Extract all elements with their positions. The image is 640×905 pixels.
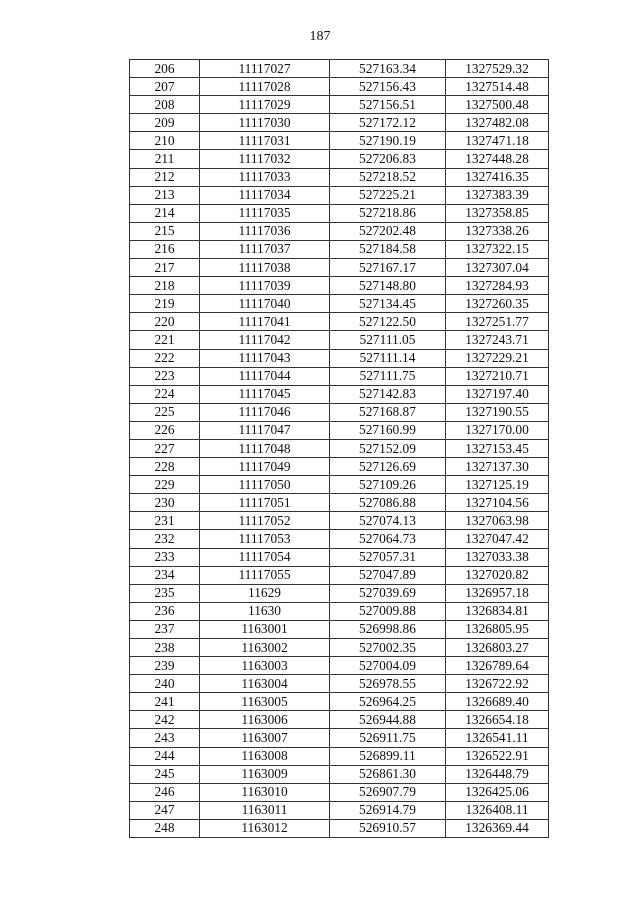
x-coordinate-cell: 527184.58 <box>330 240 446 258</box>
table-row <box>130 259 549 277</box>
y-coordinate-cell: 1327307.04 <box>446 259 549 277</box>
x-coordinate-cell: 527225.21 <box>330 186 446 204</box>
y-coordinate-cell: 1327170.00 <box>446 421 549 439</box>
point-id-cell: 1163009 <box>200 765 330 783</box>
y-coordinate-cell: 1327383.39 <box>446 186 549 204</box>
point-id-cell: 11117047 <box>200 421 330 439</box>
point-id-cell: 1163002 <box>200 639 330 657</box>
y-coordinate-cell: 1327500.48 <box>446 96 549 114</box>
y-coordinate-cell: 1327229.21 <box>446 349 549 367</box>
point-id-cell: 1163008 <box>200 747 330 765</box>
point-id-cell: 11117027 <box>200 60 330 78</box>
point-id-cell: 11117050 <box>200 476 330 494</box>
point-id-cell: 11630 <box>200 602 330 620</box>
table-row <box>130 439 549 457</box>
table-row <box>130 222 549 240</box>
point-id-cell: 11117045 <box>200 385 330 403</box>
table-row <box>130 801 549 819</box>
y-coordinate-cell: 1326789.64 <box>446 657 549 675</box>
y-coordinate-cell: 1327514.48 <box>446 78 549 96</box>
y-coordinate-cell: 1327448.28 <box>446 150 549 168</box>
point-id-cell: 11117036 <box>200 222 330 240</box>
y-coordinate-cell: 1327529.32 <box>446 60 549 78</box>
table-row <box>130 403 549 421</box>
y-coordinate-cell: 1326834.81 <box>446 602 549 620</box>
row-number-cell: 242 <box>130 711 200 729</box>
x-coordinate-cell: 527064.73 <box>330 530 446 548</box>
table-row <box>130 476 549 494</box>
x-coordinate-cell: 526914.79 <box>330 801 446 819</box>
table-body <box>130 60 549 838</box>
x-coordinate-cell: 526911.75 <box>330 729 446 747</box>
point-id-cell: 11117029 <box>200 96 330 114</box>
row-number-cell: 232 <box>130 530 200 548</box>
table-row <box>130 421 549 439</box>
row-number-cell: 233 <box>130 548 200 566</box>
point-id-cell: 11117055 <box>200 566 330 584</box>
table-row <box>130 747 549 765</box>
point-id-cell: 11117039 <box>200 277 330 295</box>
table-row <box>130 783 549 801</box>
x-coordinate-cell: 527004.09 <box>330 657 446 675</box>
x-coordinate-cell: 527156.51 <box>330 96 446 114</box>
x-coordinate-cell: 526910.57 <box>330 819 446 837</box>
y-coordinate-cell: 1327322.15 <box>446 240 549 258</box>
y-coordinate-cell: 1326541.11 <box>446 729 549 747</box>
table-row <box>130 60 549 78</box>
point-id-cell: 11117041 <box>200 313 330 331</box>
y-coordinate-cell: 1327471.18 <box>446 132 549 150</box>
point-id-cell: 11117028 <box>200 78 330 96</box>
x-coordinate-cell: 527218.52 <box>330 168 446 186</box>
table-row <box>130 277 549 295</box>
x-coordinate-cell: 527160.99 <box>330 421 446 439</box>
point-id-cell: 1163011 <box>200 801 330 819</box>
x-coordinate-cell: 527148.80 <box>330 277 446 295</box>
row-number-cell: 219 <box>130 295 200 313</box>
table-row <box>130 548 549 566</box>
x-coordinate-cell: 526944.88 <box>330 711 446 729</box>
point-id-cell: 11117053 <box>200 530 330 548</box>
x-coordinate-cell: 527057.31 <box>330 548 446 566</box>
x-coordinate-cell: 527152.09 <box>330 439 446 457</box>
row-number-cell: 222 <box>130 349 200 367</box>
row-number-cell: 246 <box>130 783 200 801</box>
point-id-cell: 11117032 <box>200 150 330 168</box>
row-number-cell: 213 <box>130 186 200 204</box>
row-number-cell: 239 <box>130 657 200 675</box>
point-id-cell: 1163003 <box>200 657 330 675</box>
row-number-cell: 224 <box>130 385 200 403</box>
row-number-cell: 226 <box>130 421 200 439</box>
x-coordinate-cell: 527156.43 <box>330 78 446 96</box>
x-coordinate-cell: 527039.69 <box>330 584 446 602</box>
table-row <box>130 367 549 385</box>
point-id-cell: 1163010 <box>200 783 330 801</box>
point-id-cell: 11117044 <box>200 367 330 385</box>
y-coordinate-cell: 1326689.40 <box>446 693 549 711</box>
table-row <box>130 584 549 602</box>
x-coordinate-cell: 527002.35 <box>330 639 446 657</box>
x-coordinate-cell: 527167.17 <box>330 259 446 277</box>
row-number-cell: 223 <box>130 367 200 385</box>
point-id-cell: 11117033 <box>200 168 330 186</box>
y-coordinate-cell: 1327033.38 <box>446 548 549 566</box>
x-coordinate-cell: 527218.86 <box>330 204 446 222</box>
y-coordinate-cell: 1326803.27 <box>446 639 549 657</box>
table-row <box>130 96 549 114</box>
y-coordinate-cell: 1327137.30 <box>446 458 549 476</box>
table-row <box>130 331 549 349</box>
row-number-cell: 243 <box>130 729 200 747</box>
point-id-cell: 1163007 <box>200 729 330 747</box>
table-row <box>130 168 549 186</box>
row-number-cell: 248 <box>130 819 200 837</box>
x-coordinate-cell: 527202.48 <box>330 222 446 240</box>
y-coordinate-cell: 1326654.18 <box>446 711 549 729</box>
row-number-cell: 247 <box>130 801 200 819</box>
y-coordinate-cell: 1327260.35 <box>446 295 549 313</box>
y-coordinate-cell: 1327020.82 <box>446 566 549 584</box>
table-row <box>130 150 549 168</box>
point-id-cell: 11117040 <box>200 295 330 313</box>
table-row <box>130 313 549 331</box>
row-number-cell: 206 <box>130 60 200 78</box>
row-number-cell: 244 <box>130 747 200 765</box>
y-coordinate-cell: 1326448.79 <box>446 765 549 783</box>
row-number-cell: 215 <box>130 222 200 240</box>
row-number-cell: 228 <box>130 458 200 476</box>
row-number-cell: 214 <box>130 204 200 222</box>
point-id-cell: 11629 <box>200 584 330 602</box>
x-coordinate-cell: 527134.45 <box>330 295 446 313</box>
x-coordinate-cell: 526998.86 <box>330 620 446 638</box>
point-id-cell: 1163006 <box>200 711 330 729</box>
table-row <box>130 639 549 657</box>
table-row <box>130 729 549 747</box>
table-row <box>130 204 549 222</box>
y-coordinate-cell: 1326722.92 <box>446 675 549 693</box>
point-id-cell: 11117043 <box>200 349 330 367</box>
y-coordinate-cell: 1327243.71 <box>446 331 549 349</box>
table-row <box>130 385 549 403</box>
point-id-cell: 1163005 <box>200 693 330 711</box>
y-coordinate-cell: 1327251.77 <box>446 313 549 331</box>
table-row <box>130 675 549 693</box>
x-coordinate-cell: 527142.83 <box>330 385 446 403</box>
point-id-cell: 11117049 <box>200 458 330 476</box>
table-row <box>130 295 549 313</box>
table-row <box>130 458 549 476</box>
x-coordinate-cell: 527111.05 <box>330 331 446 349</box>
y-coordinate-cell: 1327197.40 <box>446 385 549 403</box>
point-id-cell: 11117031 <box>200 132 330 150</box>
row-number-cell: 211 <box>130 150 200 168</box>
y-coordinate-cell: 1327125.19 <box>446 476 549 494</box>
table-row <box>130 819 549 837</box>
table-row <box>130 114 549 132</box>
row-number-cell: 236 <box>130 602 200 620</box>
y-coordinate-cell: 1326408.11 <box>446 801 549 819</box>
row-number-cell: 212 <box>130 168 200 186</box>
row-number-cell: 237 <box>130 620 200 638</box>
table-row <box>130 240 549 258</box>
row-number-cell: 221 <box>130 331 200 349</box>
y-coordinate-cell: 1327358.85 <box>446 204 549 222</box>
x-coordinate-cell: 527074.13 <box>330 512 446 530</box>
point-id-cell: 11117042 <box>200 331 330 349</box>
x-coordinate-cell: 526861.30 <box>330 765 446 783</box>
x-coordinate-cell: 527163.34 <box>330 60 446 78</box>
y-coordinate-cell: 1326425.06 <box>446 783 549 801</box>
table-row <box>130 620 549 638</box>
x-coordinate-cell: 527122.50 <box>330 313 446 331</box>
row-number-cell: 218 <box>130 277 200 295</box>
x-coordinate-cell: 526964.25 <box>330 693 446 711</box>
y-coordinate-cell: 1326369.44 <box>446 819 549 837</box>
x-coordinate-cell: 527111.14 <box>330 349 446 367</box>
table-row <box>130 693 549 711</box>
y-coordinate-cell: 1327190.55 <box>446 403 549 421</box>
row-number-cell: 231 <box>130 512 200 530</box>
x-coordinate-cell: 527126.69 <box>330 458 446 476</box>
row-number-cell: 207 <box>130 78 200 96</box>
row-number-cell: 229 <box>130 476 200 494</box>
x-coordinate-cell: 526978.55 <box>330 675 446 693</box>
point-id-cell: 11117051 <box>200 494 330 512</box>
y-coordinate-cell: 1327153.45 <box>446 439 549 457</box>
row-number-cell: 240 <box>130 675 200 693</box>
coordinates-table <box>129 59 549 838</box>
row-number-cell: 230 <box>130 494 200 512</box>
table-row <box>130 530 549 548</box>
point-id-cell: 11117038 <box>200 259 330 277</box>
y-coordinate-cell: 1326957.18 <box>446 584 549 602</box>
y-coordinate-cell: 1327063.98 <box>446 512 549 530</box>
point-id-cell: 11117054 <box>200 548 330 566</box>
table-row <box>130 657 549 675</box>
row-number-cell: 210 <box>130 132 200 150</box>
x-coordinate-cell: 527009.88 <box>330 602 446 620</box>
table-row <box>130 349 549 367</box>
y-coordinate-cell: 1327338.26 <box>446 222 549 240</box>
x-coordinate-cell: 527206.83 <box>330 150 446 168</box>
point-id-cell: 11117037 <box>200 240 330 258</box>
y-coordinate-cell: 1327210.71 <box>446 367 549 385</box>
x-coordinate-cell: 526899.11 <box>330 747 446 765</box>
y-coordinate-cell: 1326805.95 <box>446 620 549 638</box>
point-id-cell: 11117034 <box>200 186 330 204</box>
x-coordinate-cell: 527168.87 <box>330 403 446 421</box>
x-coordinate-cell: 526907.79 <box>330 783 446 801</box>
row-number-cell: 234 <box>130 566 200 584</box>
row-number-cell: 238 <box>130 639 200 657</box>
row-number-cell: 227 <box>130 439 200 457</box>
table-row <box>130 765 549 783</box>
point-id-cell: 11117052 <box>200 512 330 530</box>
x-coordinate-cell: 527190.19 <box>330 132 446 150</box>
row-number-cell: 241 <box>130 693 200 711</box>
row-number-cell: 217 <box>130 259 200 277</box>
table-row <box>130 566 549 584</box>
x-coordinate-cell: 527086.88 <box>330 494 446 512</box>
table-row <box>130 132 549 150</box>
point-id-cell: 11117046 <box>200 403 330 421</box>
point-id-cell: 11117030 <box>200 114 330 132</box>
x-coordinate-cell: 527047.89 <box>330 566 446 584</box>
table-row <box>130 78 549 96</box>
table-row <box>130 494 549 512</box>
row-number-cell: 235 <box>130 584 200 602</box>
point-id-cell: 1163012 <box>200 819 330 837</box>
y-coordinate-cell: 1327416.35 <box>446 168 549 186</box>
y-coordinate-cell: 1327047.42 <box>446 530 549 548</box>
y-coordinate-cell: 1327104.56 <box>446 494 549 512</box>
table-row <box>130 602 549 620</box>
point-id-cell: 11117035 <box>200 204 330 222</box>
point-id-cell: 11117048 <box>200 439 330 457</box>
y-coordinate-cell: 1327284.93 <box>446 277 549 295</box>
x-coordinate-cell: 527111.75 <box>330 367 446 385</box>
y-coordinate-cell: 1326522.91 <box>446 747 549 765</box>
y-coordinate-cell: 1327482.08 <box>446 114 549 132</box>
row-number-cell: 245 <box>130 765 200 783</box>
page-number: 187 <box>309 29 331 44</box>
point-id-cell: 1163004 <box>200 675 330 693</box>
table-row <box>130 186 549 204</box>
table-row <box>130 711 549 729</box>
row-number-cell: 225 <box>130 403 200 421</box>
table-row <box>130 512 549 530</box>
x-coordinate-cell: 527172.12 <box>330 114 446 132</box>
row-number-cell: 216 <box>130 240 200 258</box>
row-number-cell: 209 <box>130 114 200 132</box>
x-coordinate-cell: 527109.26 <box>330 476 446 494</box>
point-id-cell: 1163001 <box>200 620 330 638</box>
row-number-cell: 208 <box>130 96 200 114</box>
row-number-cell: 220 <box>130 313 200 331</box>
